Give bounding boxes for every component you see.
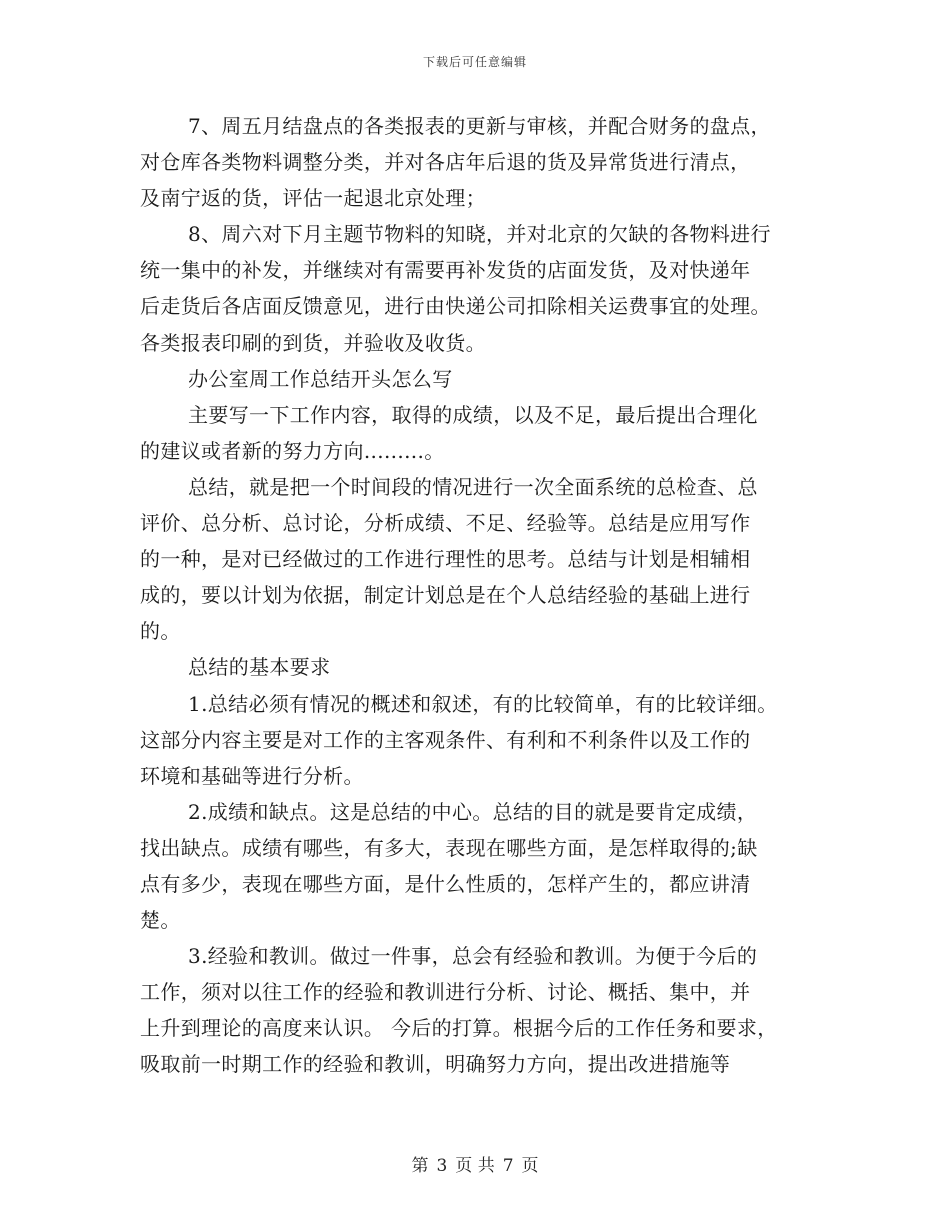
- text-line: 找出缺点。成绩有哪些，有多大，表现在哪些方面，是怎样取得的;缺: [140, 835, 758, 860]
- text-line: 8、周六对下月主题节物料的知晓，并对北京的欠缺的各物料进行: [188, 222, 771, 247]
- text-line: 统一集中的补发，并继续对有需要再补发货的店面发货，及对快递年: [140, 258, 751, 283]
- current-page-number: 3: [436, 1156, 448, 1176]
- text-line: 的。: [140, 619, 181, 644]
- page-footer: [0, 1151, 950, 1176]
- total-pages-number: 7: [502, 1156, 514, 1176]
- text-line: 对仓库各类物料调整分类，并对各店年后退的货及异常货进行清点，: [140, 150, 751, 175]
- text-line: 成的，要以计划为依据，制定计划总是在个人总结经验的基础上进行: [140, 583, 751, 608]
- text-line: 后走货后各店面反馈意见，进行由快递公司扣除相关运费事宜的处理。: [140, 294, 771, 319]
- text-line: 总结，就是把一个时间段的情况进行一次全面系统的总检查、总: [188, 474, 758, 499]
- text-line: 1.总结必须有情况的概述和叙述，有的比较简单，有的比较详细。: [188, 691, 778, 716]
- text-line: 点有多少，表现在哪些方面，是什么性质的，怎样产生的，都应讲清: [140, 871, 751, 896]
- text-line: 上升到理论的高度来认识。 今后的打算。根据今后的工作任务和要求，: [140, 1016, 778, 1041]
- text-line: 的一种，是对已经做过的工作进行理性的思考。总结与计划是相辅相: [140, 547, 751, 572]
- footer-suffix: 页: [521, 1156, 539, 1176]
- footer-middle: 页 共: [455, 1156, 495, 1176]
- text-line: 吸取前一时期工作的经验和教训，明确努力方向，提出改进措施等: [140, 1052, 731, 1077]
- text-line: 各类报表印刷的到货，并验收及收货。: [140, 330, 486, 355]
- text-line: 的建议或者新的努力方向.........。: [140, 438, 445, 463]
- section-heading: 总结的基本要求: [188, 655, 331, 680]
- text-line: 主要写一下工作内容，取得的成绩，以及不足，最后提出合理化: [188, 402, 758, 427]
- text-line: 评价、总分析、总讨论，分析成绩、不足、经验等。总结是应用写作: [140, 511, 751, 536]
- section-heading: 办公室周工作总结开头怎么写: [188, 366, 453, 391]
- document-body: [140, 108, 812, 1083]
- footer-prefix: 第: [411, 1156, 429, 1176]
- text-line: 工作，须对以往工作的经验和教训进行分析、讨论、概括、集中，并: [140, 980, 751, 1005]
- text-line: 2.成绩和缺点。这是总结的中心。总结的目的就是要肯定成绩，: [188, 799, 758, 824]
- text-line: 环境和基础等进行分析。: [140, 763, 364, 788]
- text-line: 7、周五月结盘点的各类报表的更新与审核，并配合财务的盘点，: [188, 114, 771, 138]
- text-line: 3.经验和教训。做过一件事，总会有经验和教训。为便于今后的: [188, 944, 758, 969]
- page-header: 下载后可任意编辑: [422, 55, 527, 69]
- text-line: 这部分内容主要是对工作的主客观条件、有利和不利条件以及工作的: [140, 727, 751, 752]
- text-line: 及南宁返的货，评估一起退北京处理；: [140, 186, 486, 211]
- text-line: 楚。: [140, 908, 181, 933]
